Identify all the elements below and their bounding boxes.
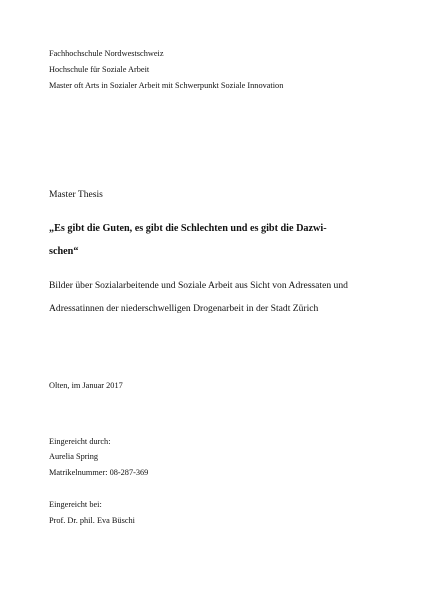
thesis-subtitle-line-2: Adressatinnen der niederschwelligen Drogenarbeit in der Stadt Zürich <box>49 303 319 314</box>
institution-faculty: Hochschule für Soziale Arbeit <box>49 65 150 74</box>
submitted-to-label: Eingereicht bei: <box>49 500 102 509</box>
document-type: Master Thesis <box>49 189 103 200</box>
matriculation-number: Matrikelnummer: 08-287-369 <box>49 468 149 477</box>
institution-school: Fachhochschule Nordwestschweiz <box>49 49 164 58</box>
thesis-title-line-1: „Es gibt die Guten, es gibt die Schlechten und es gibt die Dazwi- <box>49 223 327 234</box>
supervisor-name: Prof. Dr. phil. Eva Büschi <box>49 516 135 525</box>
submitted-by-label: Eingereicht durch: <box>49 437 111 446</box>
author-name: Aurelia Spring <box>49 452 99 461</box>
institution-program: Master oft Arts in Sozialer Arbeit mit Schwerpunkt Soziale Innovation <box>49 81 284 90</box>
thesis-subtitle-line-1: Bilder über Sozialarbeitende und Soziale Arbeit aus Sicht von Adressaten und <box>49 280 348 291</box>
thesis-title-line-2: schen“ <box>49 246 79 257</box>
place-date: Olten, im Januar 2017 <box>49 381 123 390</box>
